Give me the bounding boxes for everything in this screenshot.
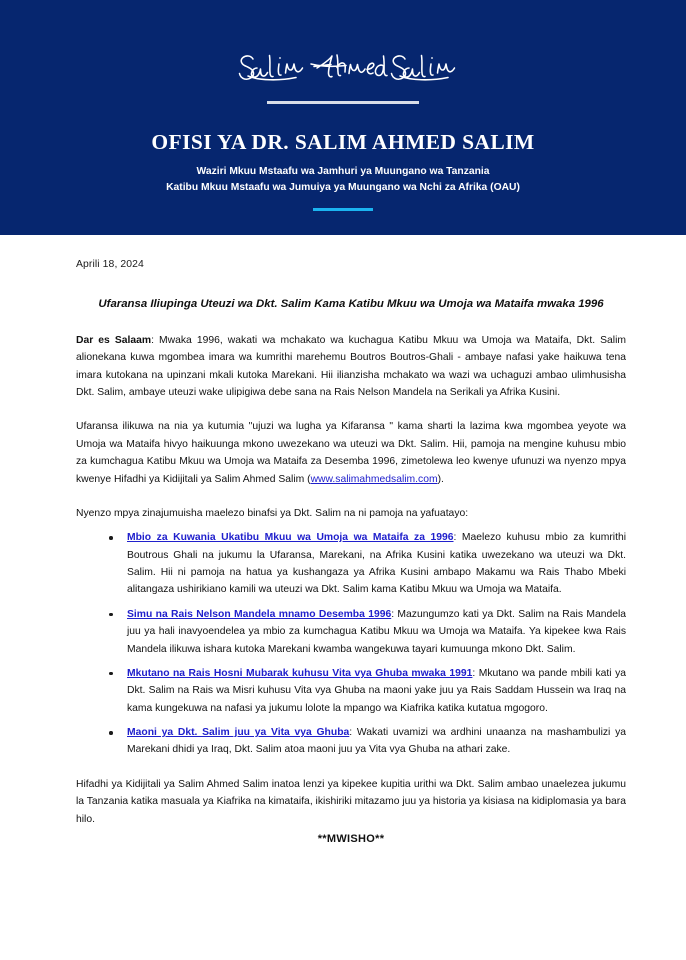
accent-divider xyxy=(313,208,373,211)
paragraph-1-text: : Mwaka 1996, wakati wa mchakato wa kuchagua Katibu Mkuu wa Umoja wa Mataifa, Dkt. Salim alionekana kuwa mgombea imara wa kumrithi marehemu Boutros Boutros-Ghali - ambaye nafasi yake haikuwa tena imara kutokana na upinzani mkali kutoka Marekani. Hii ilianzisha mchakato wa wazi wa uchaguzi ambao ulimhusisha Dkt. Salim, ambaye uteuzi wake ulipigiwa debe sana na Rais Nelson Mandela na Serikali ya Afrika Kusini. xyxy=(76,334,626,398)
list-intro-paragraph: Nyenzo mpya zinajumuisha maelezo binafsi ya Dkt. Salim na ni pamoja na yafuatayo: xyxy=(76,507,469,519)
list-item xyxy=(108,665,626,717)
paragraph-2-text-before-link: Ufaransa ilikuwa na nia ya kutumia "ujuzi wa lugha ya Kifaransa " kama sharti la lazima kwa mgombea yeyote wa Umoja wa Mataifa hivyo haikuunga mkono uwezekano wa uteuzi wa Dkt. Salim. Hii, pamoja na mengine kuhusu mbio za kumchagua Katibu Mkuu wa Umoja wa Mataifa za Desemba 1996, zimetolewa leo kwenye ufunuzi wa nyenzo mpya kwenye Hifadhi ya Kidijitali ya Salim Ahmed Salim ( xyxy=(76,421,626,485)
list-item-title[interactable]: Maoni ya Dkt. Salim juu ya Vita vya Ghuba xyxy=(127,727,350,738)
document-headline: Ufaransa Iliupinga Uteuzi wa Dkt. Salim Kama Katibu Mkuu wa Umoja wa Mataifa mwaka 1996 xyxy=(98,298,604,310)
list-item-body: : Mazungumzo kati ya Dkt. Salim na Rais Mandela juu ya hali inavyoendelea ya mbio za kumchagua Katibu Mkuu wa Umoja wa Mataifa. Ya kipekee kwa Rais Mandela ilikuwa ishara kutoka Marekani kwamba wangekuwa tayari kumuunga mkono Dkt. Salim. xyxy=(127,608,627,655)
resources-list xyxy=(76,529,626,759)
list-item-title[interactable]: Mbio za Kuwania Ukatibu Mkuu wa Umoja wa Mataifa za 1996 xyxy=(127,532,454,544)
document-body xyxy=(0,235,686,845)
list-item-body: : Maelezo kuhusu mbio za kumrithi Boutrous Ghali na jukumu la Ufaransa, Marekani, na Afrika Kusini katika uwezekano wa uteuzi wa Dkt. Salim. Hii ni pamoja na hatua ya kushangaza ya Afrika Kusini ambapo Makamu wa Rais Thabo Mbeki alitangaza ushirikiano kamili wa uteuzi wa Dkt. Salim kama Katibu Mkuu wa Umoja wa Mataifa. xyxy=(127,532,626,596)
office-subtitles xyxy=(166,164,520,195)
paragraph-1-lead-in: Dar es Salaam xyxy=(76,334,152,346)
paragraph-1 xyxy=(76,332,626,402)
list-item xyxy=(108,529,626,599)
list-item-body: : Mkutano wa pande mbili kati ya Dkt. Salim na Rais wa Misri kuhusu Vita vya Ghuba na maoni yake juu ya Rais Saddam Hussein wa Iraq na kama kungekuwa na nafasi ya jukumu lolote la mpango wa Kiafrika katika kutatua mgogoro. xyxy=(127,667,626,714)
end-marker: **MWISHO** xyxy=(317,832,385,845)
list-item xyxy=(108,724,626,759)
list-item-body: : Wakati uvamizi wa ardhini unaanza na mashambulizi ya Marekani dhidi ya Iraq, Dkt. Salim atoa maoni juu ya Vita vya Ghuba na athari zake. xyxy=(127,727,627,756)
list-item-title[interactable]: Mkutano na Rais Hosni Mubarak kuhusu Vita vya Ghuba mwaka 1991 xyxy=(127,667,473,679)
signature-block xyxy=(231,46,456,104)
signature-logo-icon xyxy=(231,46,456,92)
letterhead-banner xyxy=(0,0,686,235)
office-subtitle-line-2: Katibu Mkuu Mstaafu wa Jumuiya ya Muungano wa Nchi za Afrika (OAU) xyxy=(166,181,520,193)
paragraph-2-text-after-link: ). xyxy=(437,473,444,485)
list-item xyxy=(108,606,626,658)
signature-divider xyxy=(267,101,419,104)
paragraph-2 xyxy=(76,418,626,488)
office-title: OFISI YA DR. SALIM AHMED SALIM xyxy=(151,130,535,154)
document-date: Aprili 18, 2024 xyxy=(76,259,144,270)
list-item-title[interactable]: Simu na Rais Nelson Mandela mnamo Desemba 1996 xyxy=(127,608,392,620)
office-subtitle-line-1: Waziri Mkuu Mstaafu wa Jamhuri ya Muungano wa Tanzania xyxy=(196,166,490,177)
closing-paragraph: Hifadhi ya Kidijitali ya Salim Ahmed Salim inatoa lenzi ya kipekee kupitia urithi wa Dkt. Salim ambao unaelezea jukumu la Tanzania katika masuala ya Kiafrika na kimataifa, ikishiriki mitazamo juu ya historia ya kisiasa na kidiplomasia ya bara hilo. xyxy=(76,778,627,825)
archive-website-link[interactable]: www.salimahmedsalim.com xyxy=(310,473,438,485)
